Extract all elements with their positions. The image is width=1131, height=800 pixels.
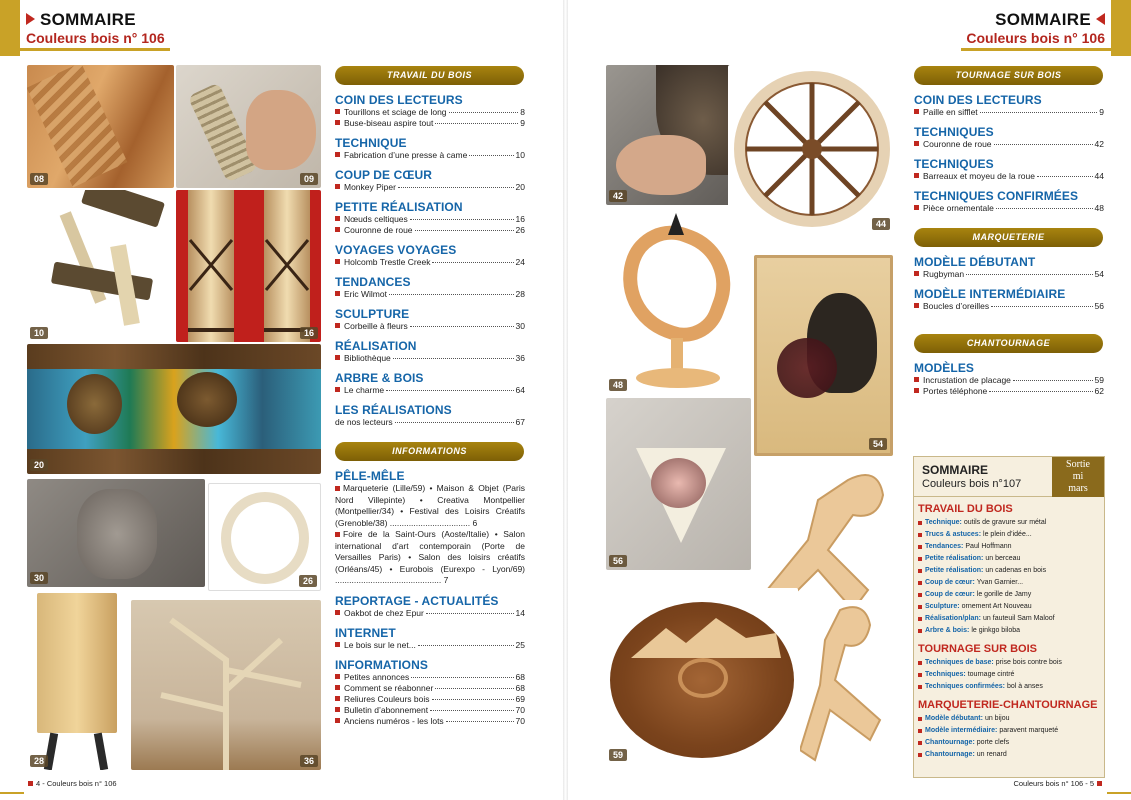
toc-item-page: 26 [515, 225, 525, 235]
left-toc-sections [335, 93, 525, 396]
photo-number: 30 [30, 572, 48, 584]
toc-section-title: COIN DES LECTEURS [335, 93, 463, 107]
toc-item-text: Holcomb Trestle Creek [344, 257, 431, 267]
next-issue-item [918, 529, 1104, 541]
toc-item-page: 70 [515, 704, 525, 715]
photo-number: 26 [299, 575, 317, 587]
bullet-square-icon [918, 557, 922, 561]
toc-item[interactable] [335, 182, 525, 193]
next-issue-item [918, 749, 1104, 761]
bullet-square-icon [918, 685, 922, 689]
toc-item[interactable] [335, 608, 525, 619]
toc-item[interactable] [914, 301, 1104, 312]
leader-dots [435, 688, 513, 689]
next-item-key: Arbre & bois: [925, 627, 970, 634]
toc-item[interactable] [335, 417, 525, 428]
bullet-square-icon [914, 109, 919, 114]
band-tournage-sur-bois: TOURNAGE SUR BOIS [914, 66, 1103, 85]
toc-item[interactable] [335, 321, 525, 332]
toc-section-title: PETITE RÉALISATION [335, 200, 463, 214]
footer-rule-right [1107, 792, 1131, 794]
bullet-square-icon [918, 661, 922, 665]
next-issue-header [914, 457, 1104, 497]
toc-item-text: Eric Wilmot [344, 289, 387, 299]
toc-item[interactable] [335, 289, 525, 300]
bullet-square-icon [335, 674, 340, 679]
toc-item-page: 36 [515, 353, 525, 363]
next-issue-date: Sortie mi mars [1052, 457, 1104, 497]
toc-item-page: 56 [1094, 301, 1104, 311]
next-issue-item [918, 669, 1104, 681]
toc-item-page: 70 [515, 715, 525, 726]
leader-dots [1037, 176, 1093, 177]
leader-dots [435, 123, 518, 124]
bullet-square-icon [914, 377, 919, 382]
bullet-square-icon [918, 753, 922, 757]
bullet-square-icon [918, 629, 922, 633]
footer-left: 4 - Couleurs bois n° 106 [28, 779, 117, 788]
toc-item-page: 44 [1094, 171, 1104, 181]
toc-item-text: Barreaux et moyeu de la roue [923, 171, 1035, 181]
pele-mele-paragraph-1: Marqueterie (Lille/59) • Maison & Objet (Paris Nord Villepinte) • Creativa Montpellier (Montpellier/34) • Festival des Loisirs Créatifs (Grenoble/38) .................................. 6 [335, 483, 525, 528]
pele-mele-paragraph-2: Foire de la Saint-Ours (Aoste/Italie) • Salon international d’art contemporain (Porte de Versailles Paris) • Salon des loisirs créatifs (Orléans/45) • Eurobois (Eurexpo - Lyon/69) ............................................. 7 [335, 529, 525, 585]
toc-section-title: PÊLE-MÊLE [335, 469, 405, 483]
next-issue-section: MARQUETERIE-CHANTOURNAGE [918, 699, 1098, 711]
toc-item-page: 69 [515, 693, 525, 704]
bullet-square-icon [335, 642, 340, 647]
photo-cam-press [27, 190, 174, 342]
leader-dots [1013, 380, 1093, 381]
bullet-square-icon [335, 120, 340, 125]
next-item-value: prise bois contre bois [995, 659, 1062, 666]
bullet-square-icon [918, 533, 922, 537]
leader-dots [989, 391, 1092, 392]
right-header [966, 10, 1105, 50]
toc-item-text: Reliures Couleurs bois [344, 693, 430, 704]
toc-item-text: de nos lecteurs [335, 417, 393, 427]
photo-number: 10 [30, 327, 48, 339]
bullet-square-icon [335, 323, 340, 328]
next-issue-section: TRAVAIL DU BOIS [918, 503, 1013, 515]
toc-item[interactable] [335, 257, 525, 268]
toc-item-text: Bulletin d’abonnement [344, 704, 429, 715]
band-travail-du-bois: TRAVAIL DU BOIS [335, 66, 524, 85]
toc-item-page: 67 [515, 417, 525, 427]
leader-dots [393, 358, 514, 359]
leader-dots [410, 326, 514, 327]
leader-dots [411, 677, 513, 678]
footer-rule-left [0, 792, 24, 794]
photo-number: 56 [609, 555, 627, 567]
next-item-value: le ginkgo biloba [971, 627, 1020, 634]
toc-item[interactable] [914, 171, 1104, 182]
next-item-key: Coup de cœur: [925, 579, 975, 586]
photo-aspirator-nozzle [176, 65, 321, 188]
next-item-value: le gorille de Jamy [976, 591, 1032, 598]
bullet-square-icon [335, 696, 340, 701]
next-issue-item [918, 565, 1104, 577]
next-issue-box [913, 456, 1105, 778]
next-item-value: paravent marqueté [999, 727, 1059, 734]
band-marqueterie: MARQUETERIE [914, 228, 1103, 247]
toc-item-text: Bibliothèque [344, 353, 391, 363]
photo-number: 48 [609, 379, 627, 391]
next-item-value: un cadenas en bois [985, 567, 1047, 574]
leader-dots [410, 219, 514, 220]
left-header-subtitle: Couleurs bois n° 106 [26, 30, 165, 46]
bullet-square-icon [335, 184, 340, 189]
bullet-square-icon [918, 617, 922, 621]
left-header-title: SOMMAIRE [40, 10, 136, 29]
bullet-square-icon [914, 173, 919, 178]
leader-dots [469, 155, 513, 156]
next-item-value: un renard [976, 751, 1007, 758]
toc-item-text: Le charme [344, 385, 385, 395]
leader-dots [386, 390, 513, 391]
bullet-square-icon [335, 259, 340, 264]
left-header-rule [20, 48, 170, 51]
bullet-square-icon [918, 605, 922, 609]
leader-dots [446, 721, 514, 722]
next-item-value: un berceau [985, 555, 1021, 562]
bullet-square-icon [335, 216, 340, 221]
right-toc-sections [914, 93, 1104, 214]
band-chantournage: CHANTOURNAGE [914, 334, 1103, 353]
bullet-square-icon [335, 707, 340, 712]
bullet-square-icon [335, 355, 340, 360]
toc-section-title: TECHNIQUES [914, 125, 994, 139]
next-issue-item [918, 553, 1104, 565]
toc-item[interactable] [335, 694, 525, 705]
band-informations: INFORMATIONS [335, 442, 524, 461]
next-issue-item [918, 625, 1104, 637]
toc-item-page: 9 [520, 118, 525, 128]
next-item-key: Trucs & astuces: [925, 531, 982, 538]
toc-item-text: Boucles d’oreilles [923, 301, 990, 311]
toc-item-text: Couronne de roue [923, 139, 992, 149]
toc-section-title: MODÈLE DÉBUTANT [914, 255, 1036, 269]
bullet-square-icon [914, 141, 919, 146]
toc-section-title: LES RÉALISATIONS [335, 403, 452, 417]
toc-item-text: Monkey Piper [344, 182, 396, 192]
next-item-value: Paul Hoffmann [965, 543, 1012, 550]
toc-section-title: TECHNIQUE [335, 136, 407, 150]
right-corner-tab [1111, 0, 1131, 56]
toc-item-page: 24 [515, 257, 525, 267]
next-issue-title: SOMMAIRE [922, 463, 988, 477]
photo-ornamental-piece [606, 208, 746, 394]
toc-section-title: INFORMATIONS [335, 657, 428, 672]
toc-item[interactable] [335, 225, 525, 236]
next-item-value: Yvan Garnier... [976, 579, 1024, 586]
photo-rugbyman-marquetry [754, 255, 893, 456]
next-item-value: outils de gravure sur métal [963, 519, 1047, 526]
toc-item-page: 8 [520, 107, 525, 117]
footer-right: Couleurs bois n° 106 - 5 [1013, 779, 1105, 788]
leader-dots [980, 112, 1098, 113]
left-header [26, 10, 165, 50]
toc-section-title: TECHNIQUES [914, 157, 994, 171]
next-item-value: un fauteuil Sam Maloof [983, 615, 1055, 622]
toc-item-text: Rugbyman [923, 269, 965, 279]
photo-wheel-crown [208, 483, 321, 591]
next-item-key: Petite réalisation: [925, 555, 984, 562]
next-item-key: Modèle intermédiaire: [925, 727, 998, 734]
next-item-key: Techniques confirmées: [925, 683, 1006, 690]
toc-section-title: INTERNET [335, 625, 396, 640]
toc-item-page: 68 [515, 671, 525, 682]
bullet-square-icon [918, 545, 922, 549]
photo-number: 59 [609, 749, 627, 761]
right-toc [914, 66, 1104, 397]
toc-item-page: 14 [515, 607, 525, 618]
leader-dots [991, 306, 1092, 307]
next-item-value: le plein d’idée... [983, 531, 1032, 538]
right-toc-sections-m [914, 255, 1104, 312]
toc-section-title: COUP DE CŒUR [335, 168, 432, 182]
bullet-square-icon [335, 291, 340, 296]
toc-item[interactable] [914, 269, 1104, 280]
next-item-value: ornement Art Nouveau [961, 603, 1032, 610]
bullet-square-icon [914, 271, 919, 276]
next-item-key: Chantournage: [925, 739, 975, 746]
toc-item-text: Pièce ornementale [923, 203, 994, 213]
photo-number: 44 [872, 218, 890, 230]
photo-number: 20 [30, 459, 48, 471]
toc-item-page: 16 [515, 214, 525, 224]
toc-item-text: Le bois sur le net... [344, 639, 416, 650]
next-item-key: Petite réalisation: [925, 567, 984, 574]
toc-item-page: 28 [515, 289, 525, 299]
next-issue-section: TOURNAGE SUR BOIS [918, 643, 1037, 655]
toc-item-page: 30 [515, 321, 525, 331]
toc-item-page: 42 [1094, 139, 1104, 149]
toc-item-text: Corbeille à fleurs [344, 321, 408, 331]
bullet-square-icon [335, 387, 340, 392]
toc-item[interactable] [914, 203, 1104, 214]
next-item-key: Réalisation/plan: [925, 615, 982, 622]
toc-item-text: Fabrication d’une presse à came [344, 150, 468, 160]
next-item-value: un bijou [984, 715, 1010, 722]
toc-item[interactable] [914, 386, 1104, 397]
next-issue-item [918, 601, 1104, 613]
toc-section-title: TECHNIQUES CONFIRMÉES [914, 189, 1079, 203]
bullet-square-icon [918, 729, 922, 733]
toc-item[interactable] [914, 107, 1104, 118]
leader-dots [432, 699, 514, 700]
photo-monkey-piper-resin [27, 344, 321, 474]
photo-flower-basket-carving [27, 479, 205, 587]
next-issue-item [918, 657, 1104, 669]
toc-item-text: Paille en sifflet [923, 107, 978, 117]
toc-item-text: Incrustation de placage [923, 375, 1011, 385]
toc-item[interactable] [335, 705, 525, 716]
arrow-left-icon [1096, 13, 1105, 25]
toc-item[interactable] [914, 375, 1104, 386]
bullet-square-icon [918, 673, 922, 677]
bullet-square-icon [918, 741, 922, 745]
left-toc [335, 66, 525, 727]
next-issue-item [918, 681, 1104, 693]
bullet-square-icon [335, 152, 340, 157]
leader-dots [415, 230, 514, 231]
leader-dots [432, 262, 513, 263]
next-issue-item [918, 577, 1104, 589]
toc-item[interactable] [335, 214, 525, 225]
toc-item[interactable] [335, 640, 525, 651]
bullet-square-icon [918, 521, 922, 525]
photo-number: 28 [30, 755, 48, 767]
toc-item[interactable] [335, 716, 525, 727]
toc-item-text: Comment se réabonner [344, 682, 434, 693]
next-issue-item [918, 541, 1104, 553]
toc-item[interactable] [335, 118, 525, 129]
photo-phone-holder-2 [800, 600, 905, 768]
toc-item[interactable] [335, 150, 525, 161]
photo-sawing-board [27, 65, 174, 188]
leader-dots [418, 645, 514, 646]
right-header-rule [961, 48, 1111, 51]
toc-item-text: Tourillons et sciage de long [344, 107, 447, 117]
toc-item-text: Nœuds celtiques [344, 214, 408, 224]
toc-section-title: VOYAGES VOYAGES [335, 243, 457, 257]
bullet-square-icon [918, 569, 922, 573]
toc-section-title: SCULPTURE [335, 307, 410, 321]
next-item-key: Chantournage: [925, 751, 975, 758]
toc-item-text: Anciens numéros - les lots [344, 715, 444, 726]
next-item-value: tournage cintré [967, 671, 1015, 678]
photo-earring [606, 398, 751, 570]
photo-number: 09 [300, 173, 318, 185]
toc-item-page: 9 [1099, 107, 1104, 117]
toc-item-text: Buse-biseau aspire tout [344, 118, 434, 128]
next-issue-item [918, 613, 1104, 625]
toc-item-page: 64 [515, 385, 525, 395]
toc-item-text: Couronne de roue [344, 225, 413, 235]
toc-item-text: Petites annonces [344, 671, 410, 682]
next-issue-item [918, 713, 1104, 725]
right-toc-sections-c [914, 361, 1104, 397]
toc-item[interactable] [335, 107, 525, 118]
bullet-square-icon [335, 685, 340, 690]
photo-number: 54 [869, 438, 887, 450]
bullet-square-icon [335, 227, 340, 232]
leader-dots [389, 294, 514, 295]
next-issue-subtitle: Couleurs bois n°107 [922, 478, 1022, 490]
bullet-square-icon [918, 593, 922, 597]
toc-section-title: ARBRE & BOIS [335, 371, 424, 385]
next-item-value: porte clefs [976, 739, 1010, 746]
right-header-title: SOMMAIRE [995, 10, 1091, 29]
toc-section-title: COIN DES LECTEURS [914, 93, 1042, 107]
toc-item-text: Portes téléphone [923, 386, 988, 396]
toc-item-page: 25 [515, 639, 525, 650]
right-header-subtitle: Couleurs bois n° 106 [966, 30, 1105, 46]
leader-dots [426, 613, 514, 614]
next-item-key: Modèle débutant: [925, 715, 983, 722]
photo-veneer-inlay-bowl [606, 588, 798, 764]
toc-item-page: 62 [1094, 386, 1104, 396]
photo-tree-bookshelf [131, 600, 321, 770]
photo-wilmot-cabinet [27, 593, 128, 770]
toc-section-title: MODÈLES [914, 361, 975, 375]
next-issue-item [918, 725, 1104, 737]
next-item-value: bol à anses [1007, 683, 1043, 690]
left-corner-tab [0, 0, 20, 56]
toc-section-title: TENDANCES [335, 275, 411, 289]
next-issue-groups [914, 503, 1104, 761]
leader-dots [449, 112, 519, 113]
toc-section-title: MODÈLE INTERMÉDIAIRE [914, 287, 1066, 301]
photo-number: 08 [30, 173, 48, 185]
photo-spoked-wheel [728, 65, 893, 233]
toc-item[interactable] [335, 385, 525, 396]
toc-section-title: REPORTAGE - ACTUALITÉS [335, 593, 499, 608]
arrow-right-icon [26, 13, 35, 25]
next-item-key: Techniques: [925, 671, 966, 678]
next-issue-item [918, 737, 1104, 749]
leader-dots [966, 274, 1092, 275]
next-item-key: Techniques de base: [925, 659, 994, 666]
bullet-square-icon [335, 109, 340, 114]
next-issue-item [918, 589, 1104, 601]
left-toc-sections-2 [335, 594, 525, 727]
photo-number: 36 [300, 755, 318, 767]
toc-item[interactable] [335, 683, 525, 694]
next-item-key: Tendances: [925, 543, 964, 550]
next-item-key: Technique: [925, 519, 962, 526]
toc-item-page: 10 [515, 150, 525, 160]
bullet-square-icon [918, 717, 922, 721]
bullet-square-icon [335, 718, 340, 723]
photo-celtic-knots [176, 190, 321, 342]
toc-section-title: RÉALISATION [335, 339, 417, 353]
bullet-square-icon [914, 205, 919, 210]
leader-dots [996, 208, 1093, 209]
leader-dots [994, 144, 1093, 145]
toc-item-page: 54 [1094, 269, 1104, 279]
bullet-square-icon [918, 581, 922, 585]
photo-number: 42 [609, 190, 627, 202]
toc-item-text: Oakbot de chez Epur [344, 607, 424, 618]
leader-dots [398, 187, 514, 188]
page-gutter [563, 0, 568, 800]
bullet-square-icon [914, 303, 919, 308]
bullet-square-icon [914, 388, 919, 393]
toc-item-page: 48 [1094, 203, 1104, 213]
next-item-key: Sculpture: [925, 603, 960, 610]
toc-item-page: 68 [515, 682, 525, 693]
next-issue-item [918, 517, 1104, 529]
toc-item-page: 20 [515, 182, 525, 192]
toc-item[interactable] [335, 353, 525, 364]
bullet-square-icon [335, 610, 340, 615]
leader-dots [430, 710, 513, 711]
photo-number: 16 [300, 327, 318, 339]
toc-item[interactable] [335, 672, 525, 683]
toc-item-page: 59 [1094, 375, 1104, 385]
toc-item[interactable] [914, 139, 1104, 150]
next-item-key: Coup de cœur: [925, 591, 975, 598]
